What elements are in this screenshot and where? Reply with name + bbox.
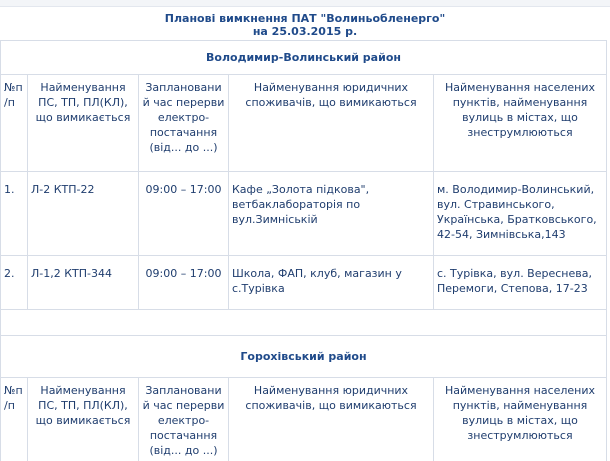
row-settlements: с. Турівка, вул. Вереснева, Перемоги, Степова, 17-23 [434, 256, 607, 310]
header-ps: Найменування ПС, ТП, ПЛ(КЛ), що вимикається [28, 75, 139, 172]
page-title [0, 12, 610, 38]
spacer-cell [1, 310, 607, 336]
title-line-2: на 25.03.2015 р. [252, 25, 358, 38]
header-row [1, 378, 607, 461]
district-row [1, 41, 607, 75]
district-name: Володимир-Волинський район [1, 41, 607, 75]
header-consumers: Найменування юридичних споживачів, що вимикаються [229, 378, 434, 461]
top-strip [0, 0, 610, 7]
header-consumers: Найменування юридичних споживачів, що вимикаються [229, 75, 434, 172]
header-time: Запланований час перерви електро-постачання (від... до ...) [139, 378, 229, 461]
header-settlements: Найменування населених пунктів, найменування вулиць в містах, що знеструмлюються [434, 75, 607, 172]
row-consumers: Школа, ФАП, клуб, магазин у с.Турівка [229, 256, 434, 310]
district-row [1, 336, 607, 378]
row-num: 1. [1, 172, 28, 256]
row-time: 09:00 – 17:00 [139, 172, 229, 256]
row-settlements: м. Володимир-Волинський, вул. Стравинського, Українська, Братковського, 42-54, Зимнівська,143 [434, 172, 607, 256]
header-row [1, 75, 607, 172]
title-line-1: Планові вимкнення ПАТ "Волиньобленерго" [164, 12, 446, 25]
header-settlements: Найменування населених пунктів, найменування вулиць в містах, що знеструмлюються [434, 378, 607, 461]
header-num: №п/п [1, 378, 28, 461]
row-ps: Л-2 КТП-22 [28, 172, 139, 256]
header-num: №п/п [1, 75, 28, 172]
row-consumers: Кафе „Золота підкова", ветбаклабораторія по вул.Зимніській [229, 172, 434, 256]
district-name: Горохівський район [1, 336, 607, 378]
header-time: Запланований час перерви електро-постачання (від... до ...) [139, 75, 229, 172]
table-row [1, 256, 607, 310]
spacer-row [1, 310, 607, 336]
header-ps: Найменування ПС, ТП, ПЛ(КЛ), що вимикається [28, 378, 139, 461]
table-row [1, 172, 607, 256]
row-time: 09:00 – 17:00 [139, 256, 229, 310]
row-ps: Л-1,2 КТП-344 [28, 256, 139, 310]
row-num: 2. [1, 256, 28, 310]
outage-table [0, 40, 607, 461]
